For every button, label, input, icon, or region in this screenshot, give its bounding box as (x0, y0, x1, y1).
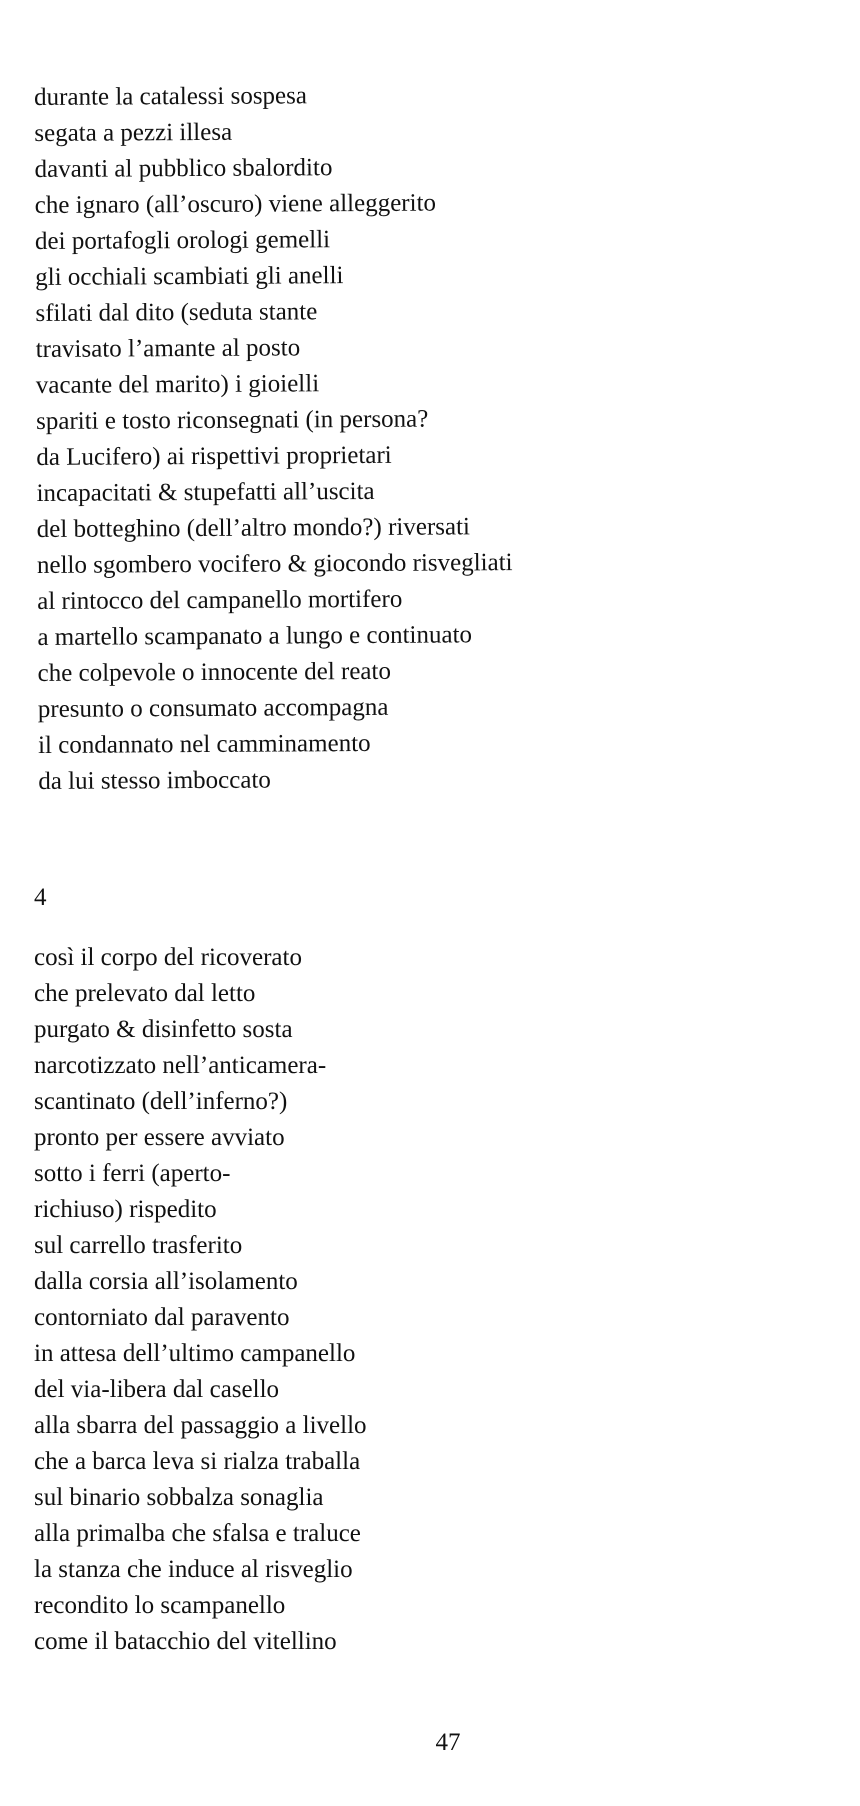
poem-line: scantinato (dell’inferno?) (34, 1088, 288, 1115)
poem-line: segata a pezzi illesa (34, 118, 233, 147)
poem-line: che a barca leva si rialza traballa (34, 1448, 361, 1475)
poem-line: pronto per essere avviato (34, 1124, 285, 1151)
poem-line: sul carrello trasferito (34, 1232, 243, 1259)
poem-line: durante la catalessi sospesa (34, 82, 308, 111)
poem-line: come il batacchio del vitellino (34, 1628, 337, 1655)
poem-line: del via-libera dal casello (34, 1376, 280, 1403)
poem-line: recondito lo scampanello (34, 1592, 286, 1619)
poem-line: gli occhiali scambiati gli anelli (35, 262, 344, 291)
poem-line: sfilati dal dito (seduta stante (35, 298, 318, 327)
poem-line: spariti e tosto riconsegnati (in persona? (36, 405, 429, 435)
poem-line: così il corpo del ricoverato (34, 944, 302, 971)
poem-line: dei portafogli orologi gemelli (34, 226, 331, 255)
poem-line: dalla corsia all’isolamento (34, 1268, 298, 1295)
poem-line: sotto i ferri (aperto- (34, 1160, 231, 1187)
poem-line: alla primalba che sfalsa e traluce (34, 1520, 361, 1547)
poem-line: purgato & disinfetto sosta (34, 1016, 293, 1043)
section-number: 4 (34, 884, 47, 911)
poem-line: in attesa dell’ultimo campanello (34, 1340, 356, 1367)
poem-line: davanti al pubblico sbalordito (34, 154, 333, 183)
poem-stanza (34, 77, 514, 800)
page-number: 47 (435, 1729, 461, 1756)
poem-stanza (34, 940, 367, 1660)
poem-line: a martello scampanato a lungo e continuato (37, 621, 473, 651)
poem-line: che prelevato dal letto (34, 980, 256, 1007)
poem-line: travisato l’amante al posto (35, 334, 301, 363)
poem-line: sul binario sobbalza sonaglia (34, 1484, 324, 1511)
poem-line: da lui stesso imboccato (38, 766, 271, 795)
poem-line: da Lucifero) ai rispettivi proprietari (36, 441, 392, 471)
poem-line: vacante del marito) i gioielli (35, 370, 320, 399)
poem-line: richiuso) rispedito (34, 1196, 217, 1223)
poem-line: narcotizzato nell’anticamera- (34, 1052, 327, 1079)
poem-line: che ignaro (all’oscuro) viene alleggerito (34, 189, 437, 219)
poem-line: che colpevole o innocente del reato (37, 657, 392, 687)
poem-line: la stanza che induce al risveglio (34, 1556, 353, 1583)
poem-line: incapacitati & stupefatti all’uscita (36, 477, 375, 507)
poem-line: alla sbarra del passaggio a livello (34, 1412, 367, 1439)
poem-line: al rintocco del campanello mortifero (37, 585, 403, 615)
poem-line: il condannato nel camminamento (37, 729, 371, 759)
poem-line: del botteghino (dell’altro mondo?) riversati (36, 513, 471, 543)
poem-line: nello sgombero vocifero & giocondo risvegliati (36, 549, 513, 579)
poem-line: presunto o consumato accompagna (37, 693, 389, 723)
poem-line: contorniato dal paravento (34, 1304, 290, 1331)
